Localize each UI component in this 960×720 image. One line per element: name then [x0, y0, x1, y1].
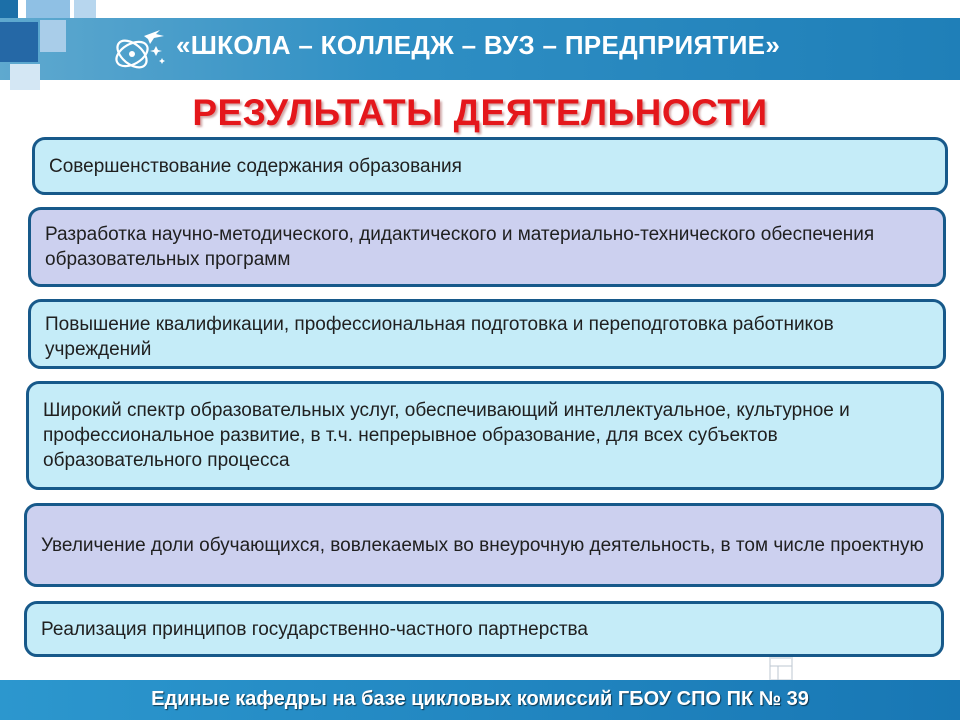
decor-square [10, 64, 40, 90]
page-title: РЕЗУЛЬТАТЫ ДЕЯТЕЛЬНОСТИ [192, 92, 768, 133]
decor-square [74, 0, 96, 18]
result-item-text: Совершенствование содержания образования [49, 155, 462, 177]
decor-square [0, 0, 18, 18]
result-item [32, 137, 948, 195]
header-title: «ШКОЛА – КОЛЛЕДЖ – ВУЗ – ПРЕДПРИЯТИЕ» [176, 30, 781, 60]
result-item [28, 299, 946, 369]
result-item-text: Реализация принципов государственно-частного партнерства [41, 618, 588, 640]
result-item [26, 381, 944, 490]
result-item [24, 601, 944, 657]
result-item [24, 503, 944, 587]
atom-plane-logo-icon [104, 22, 170, 78]
result-item-text: Широкий спектр образовательных услуг, обеспечивающий интеллектуальное, культурное и профессиональное развитие, в т.ч. непрерывное образование, для всех субъектов образовательного процесса [43, 400, 850, 471]
result-item-text: Повышение квалификации, профессиональная подготовка и переподготовка работников учреждений [45, 314, 834, 360]
result-item-text: Разработка научно-методического, дидактического и материально-технического обеспечения образовательных программ [45, 224, 875, 270]
result-item [28, 207, 946, 287]
decor-square [0, 22, 38, 62]
decor-square [26, 0, 70, 18]
decor-square [40, 20, 66, 52]
result-item-text: Увеличение доли обучающихся, вовлекаемых во внеурочную деятельность, в том числе проектную [41, 534, 924, 556]
footer-text: Единые кафедры на базе цикловых комиссий ГБОУ СПО ПК № 39 [151, 688, 809, 710]
